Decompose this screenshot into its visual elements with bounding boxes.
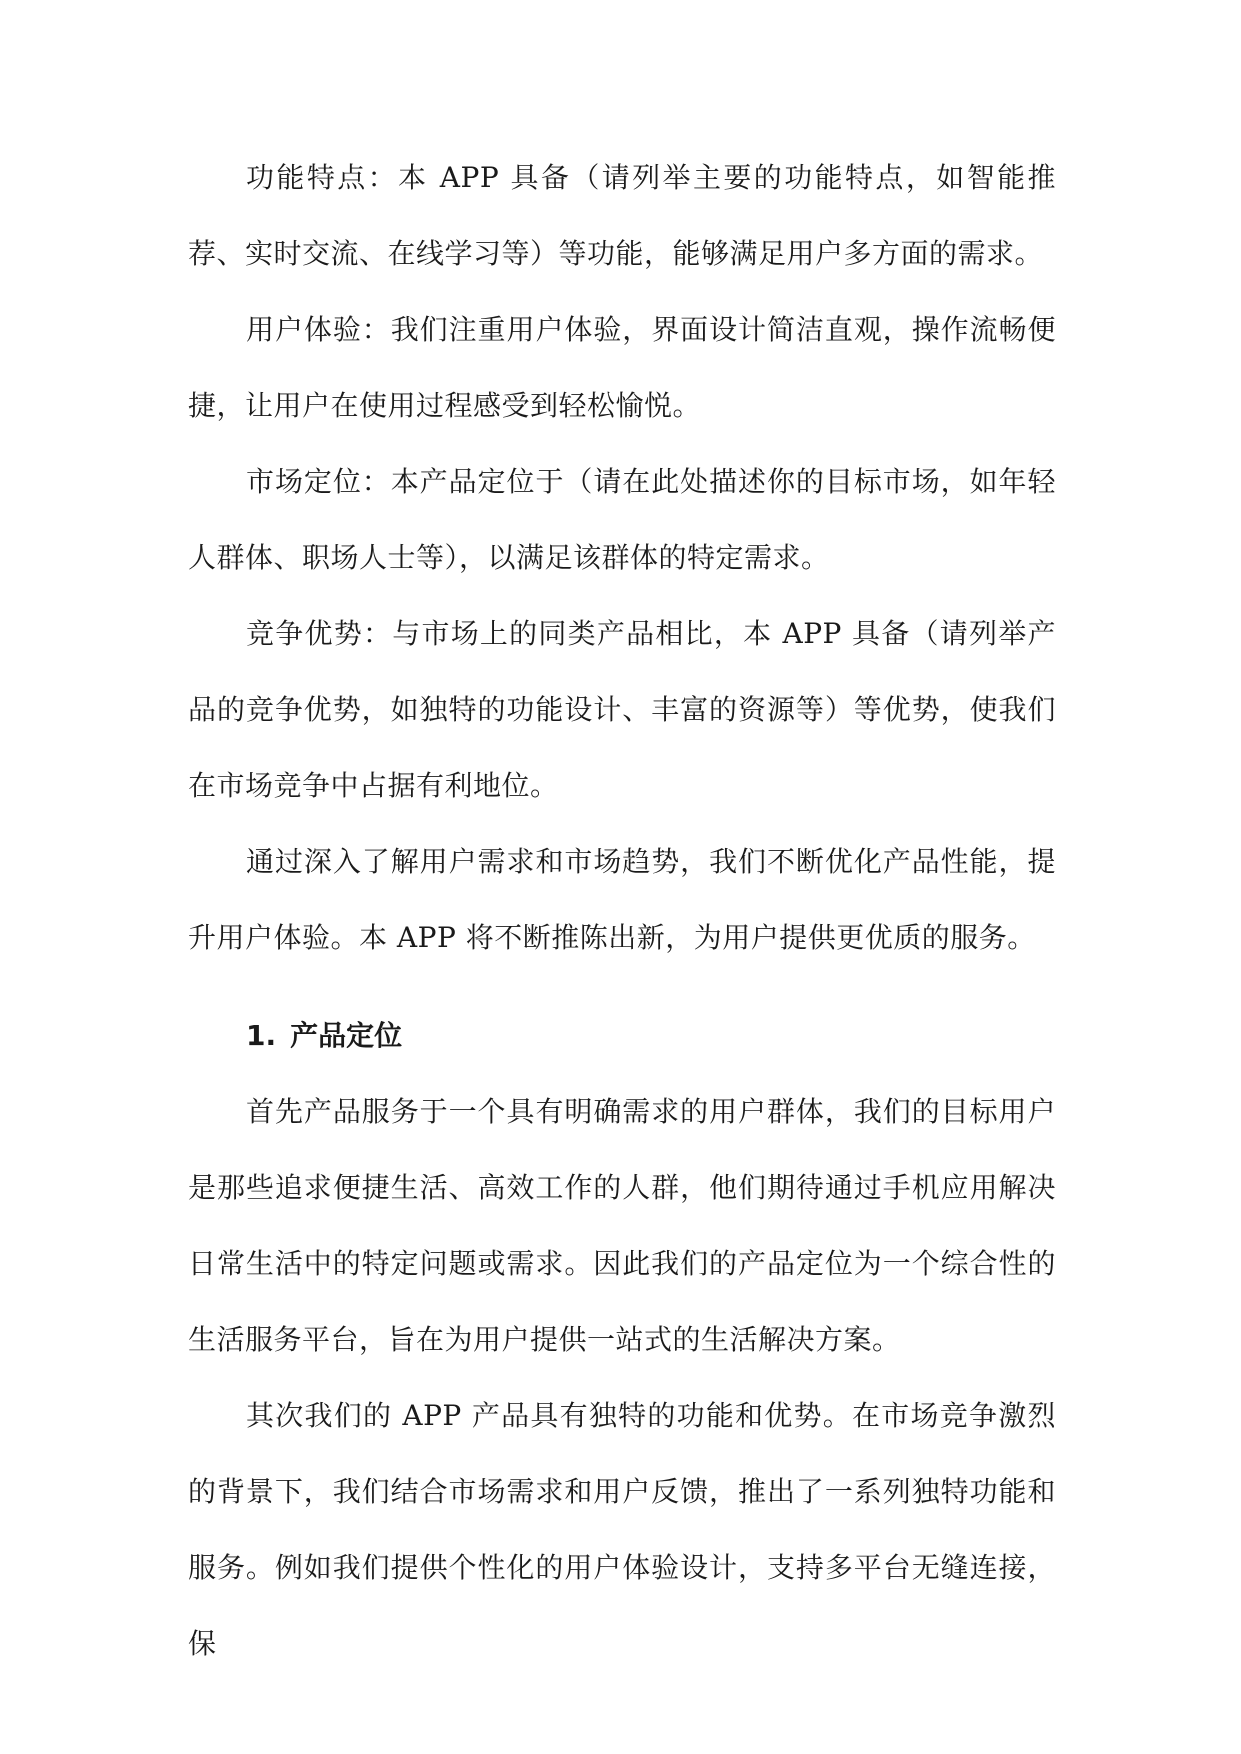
section-title: 产品定位 xyxy=(290,1019,403,1052)
section-heading xyxy=(188,998,1056,1074)
section-number: 1. xyxy=(246,1019,277,1052)
paragraph-features: 功能特点：本 APP 具备（请列举主要的功能特点，如智能推荐、实时交流、在线学习等）等功能，能够满足用户多方面的需求。 xyxy=(188,161,1056,270)
paragraph-unique-features: 其次我们的 APP 产品具有独特的功能和优势。在市场竞争激烈的背景下，我们结合市场需求和用户反馈，推出了一系列独特功能和服务。例如我们提供个性化的用户体验设计，支持多平台无缝连接，保 xyxy=(188,1399,1056,1660)
paragraph-competitive-advantage: 竞争优势：与市场上的同类产品相比，本 APP 具备（请列举产品的竞争优势，如独特的功能设计、丰富的资源等）等优势，使我们在市场竞争中占据有利地位。 xyxy=(188,617,1056,802)
paragraph-summary: 通过深入了解用户需求和市场趋势，我们不断优化产品性能，提升用户体验。本 APP 将不断推陈出新，为用户提供更优质的服务。 xyxy=(188,845,1056,954)
paragraph-market-positioning: 市场定位：本产品定位于（请在此处描述你的目标市场，如年轻人群体、职场人士等），以满足该群体的特定需求。 xyxy=(188,465,1056,574)
document-body xyxy=(188,140,1056,1682)
paragraph-target-users: 首先产品服务于一个具有明确需求的用户群体，我们的目标用户是那些追求便捷生活、高效工作的人群，他们期待通过手机应用解决日常生活中的特定问题或需求。因此我们的产品定位为一个综合性的生活服务平台，旨在为用户提供一站式的生活解决方案。 xyxy=(188,1095,1056,1356)
paragraph-user-experience: 用户体验：我们注重用户体验，界面设计简洁直观，操作流畅便捷，让用户在使用过程感受到轻松愉悦。 xyxy=(188,313,1056,422)
